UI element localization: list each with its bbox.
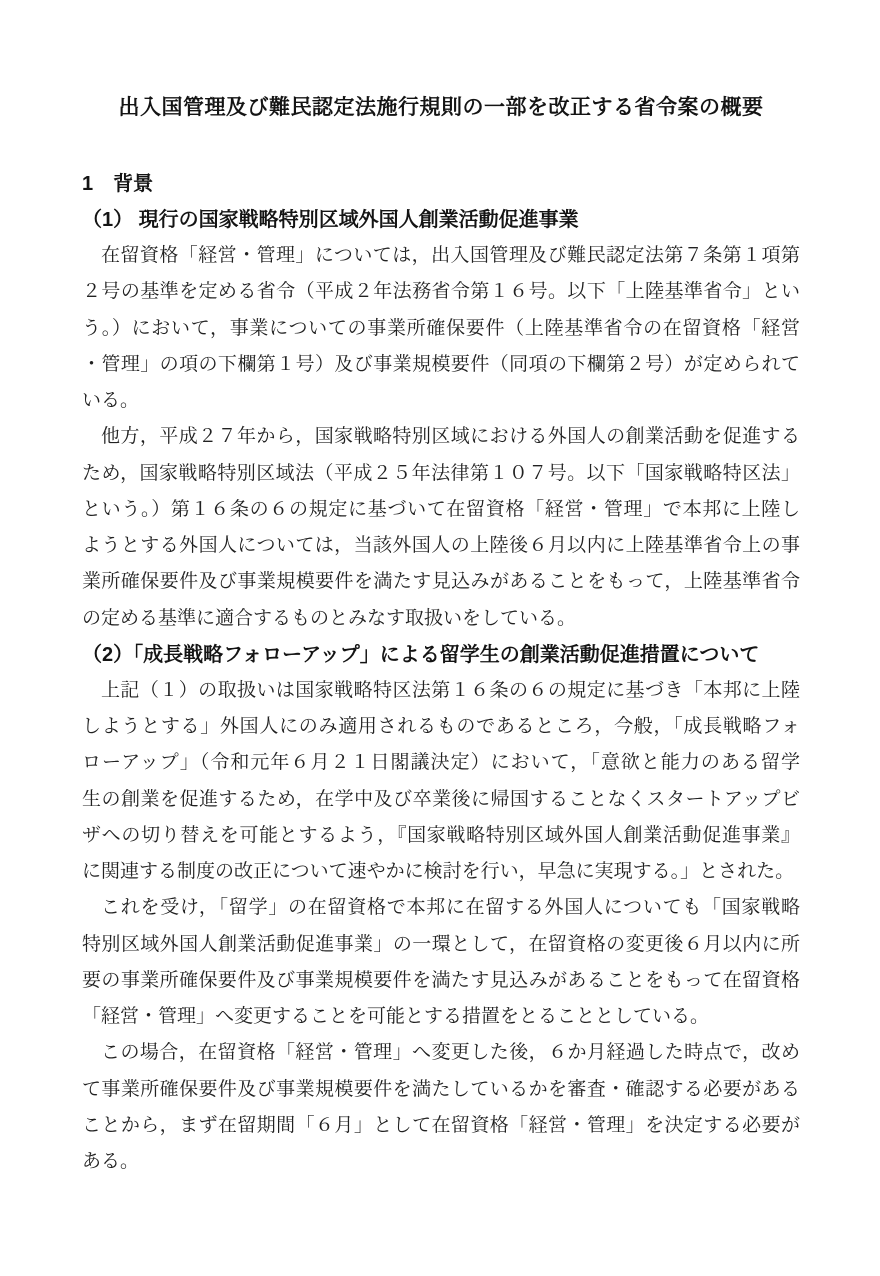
text-line: ・管理」の項の下欄第１号）及び事業規模要件（同項の下欄第２号）が定められて [82,353,800,375]
text-line: 業所確保要件及び事業規模要件を満たす見込みがあることをもって，上陸基準省令 [82,571,800,593]
subsection-heading-current-program: （1） 現行の国家戦略特別区域外国人創業活動促進事業 [82,209,579,231]
text-line: ２号の基準を定める省令（平成２年法務省令第１６号。以下「上陸基準省令」とい [82,281,800,303]
paragraph-3 [82,673,800,891]
paragraph-4 [82,890,800,1035]
text-line: 在留資格「経営・管理」については，出入国管理及び難民認定法第７条第１項第 [101,245,800,266]
section-heading-background: 1 背景 [82,173,154,195]
text-line: ある。 [82,1151,140,1172]
paragraph-2 [82,419,800,637]
text-line: 「経営・管理」へ変更することを可能とする措置をとることとしている。 [82,1006,710,1027]
document-content [82,90,800,1180]
text-line: 生の創業を促進するため，在学中及び卒業後に帰国することなくスタートアップビ [82,788,800,810]
subsection-heading-growth-strategy-followup: （2）「成長戦略フォローアップ」による留学生の創業活動促進措置について [82,643,760,666]
text-line: う。）において，事業についての事業所確保要件（上陸基準省令の在留資格「経営 [82,317,800,339]
text-line: ザへの切り替えを可能とするよう，『国家戦略特別区域外国人創業活動促進事業』 [82,824,800,846]
text-line: ことから，まず在留期間「６月」として在留資格「経営・管理」を決定する必要が [82,1114,800,1136]
text-line: て事業所確保要件及び事業規模要件を満たしているかを審査・確認する必要がある [82,1078,800,1100]
text-line: 上記（１）の取扱いは国家戦略特区法第１６条の６の規定に基づき「本邦に上陸 [101,679,800,701]
text-line: これを受け，「留学」の在留資格で本邦に在留する外国人についても「国家戦略 [101,897,800,919]
text-line: いる。 [82,390,140,411]
text-line: の定める基準に適合するものとみなす取扱いをしている。 [82,607,577,629]
text-line: という。）第１６条の６の規定に基づいて在留資格「経営・管理」で本邦に上陸し [82,498,800,520]
text-line: 要の事業所確保要件及び事業規模要件を満たす見込みがあることをもって在留資格 [82,969,800,991]
text-line: ローアップ」（令和元年６月２１日閣議決定）において，「意欲と能力のある留学 [82,752,800,774]
document-title: 出入国管理及び難民認定法施行規則の一部を改正する省令案の概要 [118,96,764,119]
text-line: この場合，在留資格「経営・管理」へ変更した後，６か月経過した時点で，改め [101,1042,800,1064]
text-line: 特別区域外国人創業活動促進事業」の一環として，在留資格の変更後６月以内に所 [82,933,800,955]
paragraph-5 [82,1035,800,1180]
text-line: ため，国家戦略特別区域法（平成２５年法律第１０７号。以下「国家戦略特区法」 [82,462,800,484]
text-line: ようとする外国人については，当該外国人の上陸後６月以内に上陸基準省令上の事 [82,535,800,556]
paragraph-1 [82,238,800,419]
text-line: 他方，平成２７年から，国家戦略特別区域における外国人の創業活動を促進する [101,426,800,448]
text-line: に関連する制度の改正について速やかに検討を行い，早急に実現する。」とされた。 [82,861,795,882]
text-line: しようとする」外国人にのみ適用されるものであるところ，今般，「成長戦略フォ [82,716,800,737]
